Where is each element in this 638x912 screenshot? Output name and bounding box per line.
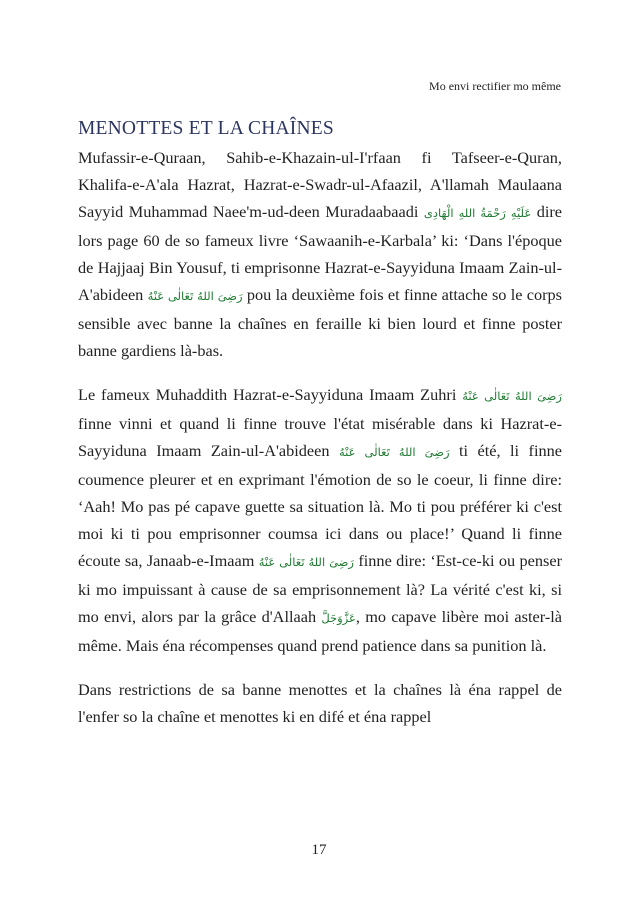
honorific-anhu: رَضِیَ اللهُ تَعَالٰی عَنْهُ <box>258 555 354 569</box>
honorific-azza: عَزَّوَجَلَّ <box>321 611 356 625</box>
paragraph-3: Dans restrictions de sa banne menottes et la chaînes là éna rappel de l'enfer so la chaîne et menottes ki en difé et éna rappel <box>78 680 562 726</box>
paragraph-1-text-a: Mufassir-e-Quraan, Sahib-e-Khazain-ul-I'rfaan fi Tafseer-e-Quran, Khalifa-e-A'ala Hazrat, Hazrat-e-Swadr-ul-Afaazil, A'llamah Maulaana Sayyid Muhammad Naee'm-ud-deen Muradaabaadi <box>78 148 562 221</box>
page-number: 17 <box>311 842 327 858</box>
paragraph-2-text-b: finne vinni et quand li finne trouve l'état misérable dans ki Hazrat-e-Sayyiduna Imaam Zain-ul-A'abideen <box>78 414 562 460</box>
running-header: Mo envi rectifier mo même <box>429 79 561 93</box>
paragraph-2-text-e: , mo capave libère moi aster-là même. Mais éna récompenses quand prend patience dans sa punition là. <box>78 607 562 655</box>
paragraph-1 <box>78 144 562 364</box>
paragraph-2-text-d: finne dire: ‘Est-ce-ki ou penser ki mo impuissant à cause de sa emprisonnement là? La vérité c'est ki, si mo envi, alors par la grâce d'Allaah <box>78 551 562 626</box>
paragraph-2 <box>78 381 562 659</box>
paragraph-1-text-b: dire lors page 60 de so fameux livre ‘Sawaanih-e-Karbala’ ki: ‘Dans l'époque de Hajjaaj Bin Yousuf, ti emprisonne Hazrat-e-Sayyiduna Imaam Zain-ul-A'abideen <box>78 202 563 304</box>
honorific-alayhi: عَلَیْهِ رَحْمَةُ اللهِ الْهَادِی <box>423 206 532 220</box>
honorific-anhu: رَضِیَ اللهُ تَعَالٰی عَنْهُ <box>338 445 450 459</box>
paragraph-2-text-a: Le fameux Muhaddith Hazrat-e-Sayyiduna Imaam Zuhri <box>78 385 457 404</box>
paragraph-1-text-c: pou la deuxième fois et finne attache so le corps sensible avec banne la chaînes en feraille ki bien lourd et finne poster banne gardiens là-bas. <box>78 285 562 360</box>
paragraph-2-text-c: ti été, li finne coumence pleurer et en exprimant l'émotion de so le coeur, li finne dire: ‘Aah! Mo pas pé capave guette sa situation là. Mo ti pou préférer ki c'est moi ki ti pou emprisonner coumsa ici dans ou place!’ Quand li finne écoute sa, Janaab-e-Imaam <box>78 441 562 570</box>
honorific-anhu: رَضِیَ اللهُ تَعَالٰی عَنْهُ <box>462 389 562 403</box>
page-body <box>78 118 562 730</box>
section-title: MENOTTES ET LA CHAÎNES <box>78 118 334 139</box>
honorific-anhu: رَضِیَ اللهُ تَعَالٰی عَنْهُ <box>147 289 243 303</box>
